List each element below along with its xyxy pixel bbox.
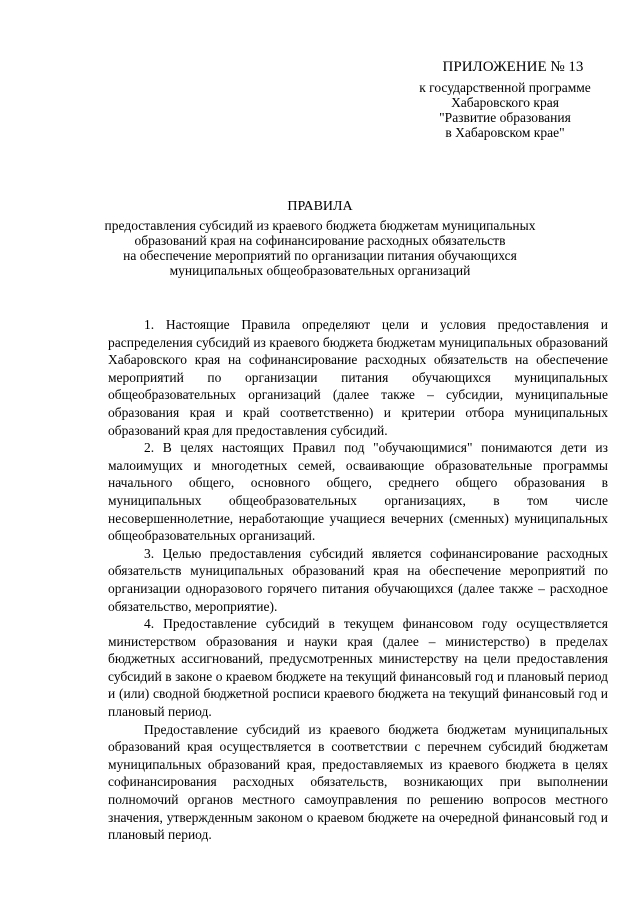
appendix-title: ПРИЛОЖЕНИЕ № 13 [442,59,584,75]
appendix-line: Хабаровского края [451,95,559,110]
appendix-line: к государственной программе [419,80,591,95]
document-subtitle-line: предоставления субсидий из краевого бюджета бюджетам муниципальных [104,218,536,233]
document-heading [80,198,560,278]
document-subtitle-line: образований края на софинансирование расходных обязательств [134,233,506,248]
paragraph-3: 3. Целью предоставления субсидий является софинансирование расходных обязательств муниципальных образований края на обеспечение мероприятий по организации одноразового горячего питания обучающихся (далее также – расходное обязательство, мероприятие). [108,545,608,614]
paragraph-4: 4. Предоставление субсидий в текущем финансовом году осуществляется министерством образования и науки края (далее – министерство) в пределах бюджетных ассигнований, предусмотренных министерству на цели предоставления субсидий в законе о краевом бюджете на текущий финансовый год и плановый период и (или) сводной бюджетной росписи краевого бюджета на текущий финансовый год и плановый период. [108,616,608,720]
appendix-line: "Развитие образования [439,110,571,125]
paragraph-1: 1. Настоящие Правила определяют цели и условия предоставления и распределения субсидий из краевого бюджета бюджетам муниципальных образований Хабаровского края на софинансирование расходных обязательств на обеспечение мероприятий по организации питания обучающихся муниципальных общеобразовательных организаций (далее также – субсидии, муниципальные образования края и край соответственно) и критерии отбора муниципальных образований края для предоставления субсидий. [108,317,608,438]
paragraph-2: 2. В целях настоящих Правил под "обучающимися" понимаются дети из малоимущих и многодетных семей, осваивающие образовательные программы начального общего, основного общего, среднего общего образования в муниципальных общеобразовательных организациях, в том числе несовершеннолетние, неработающие учащиеся вечерних (сменных) муниципальных общеобразовательных организаций. [108,440,608,544]
appendix-block [400,58,610,140]
paragraph-5: Предоставление субсидий из краевого бюджета бюджетам муниципальных образований края осуществляется в соответствии с перечнем субсидий бюджетам муниципальных образований края, предоставляемых из краевого бюджета в целях софинансирования расходных обязательств, возникающих при выполнении полномочий органов местного самоуправления по решению вопросов местного значения, утвержденным законом о краевом бюджете на очередной финансовый год и плановый период. [108,721,608,843]
document-subtitle-line: муниципальных общеобразовательных организаций [169,263,471,278]
document-subtitle-line: на обеспечение мероприятий по организации питания обучающихся [123,248,517,263]
appendix-line: в Хабаровском крае" [445,125,565,140]
document-title: ПРАВИЛА [287,199,353,214]
document-body [108,316,608,844]
